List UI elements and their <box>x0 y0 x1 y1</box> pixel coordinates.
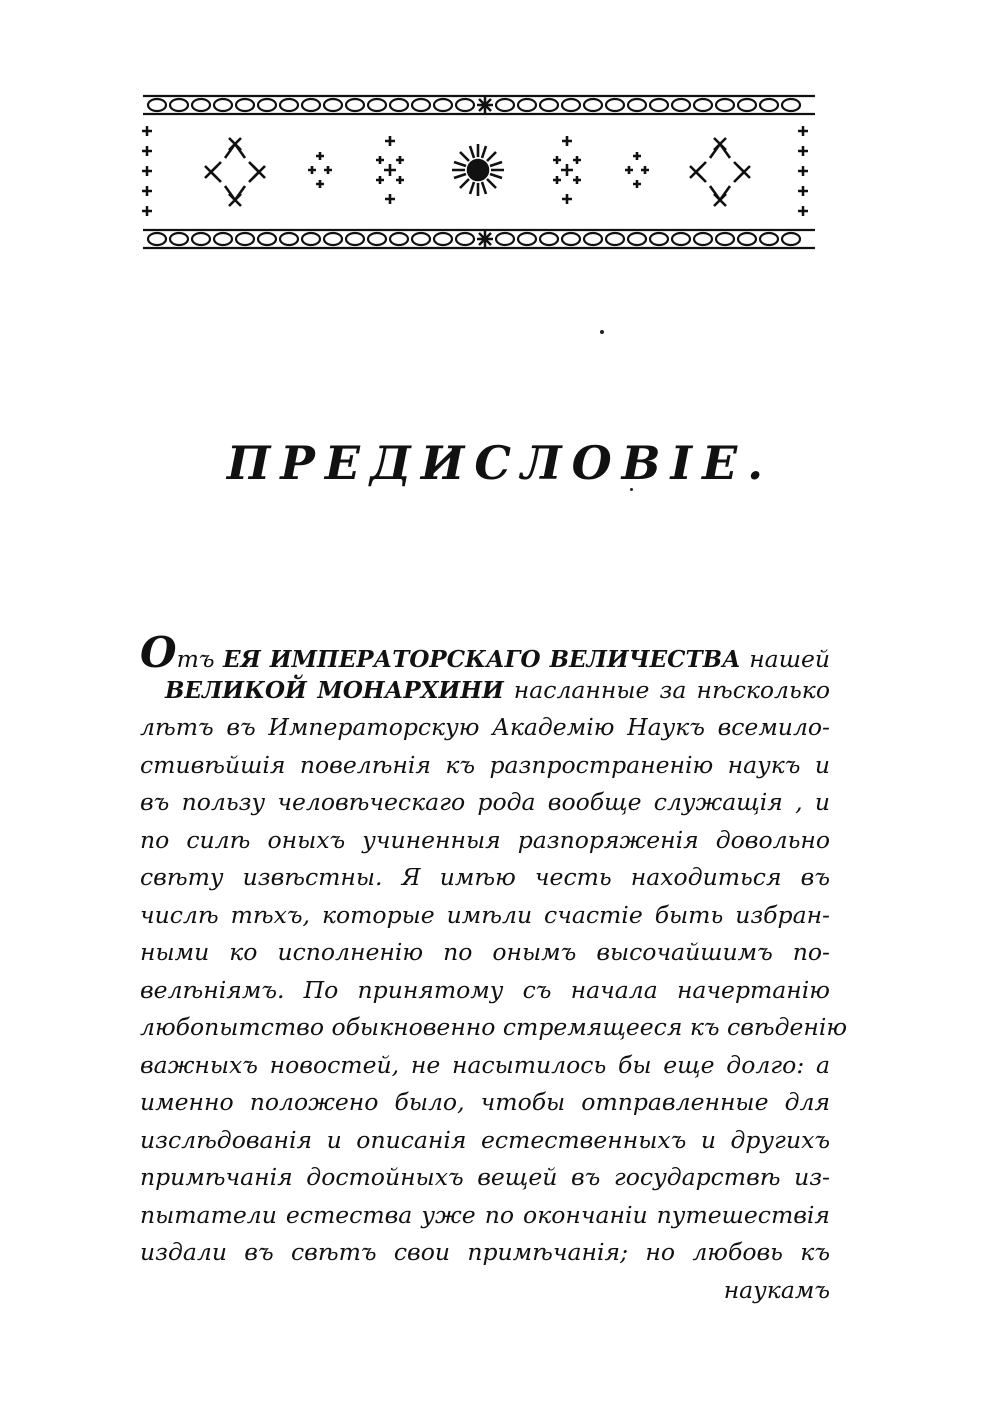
text-line: свѣту извѣстны. Я имѣю честь находиться въ <box>140 863 830 891</box>
decorative-headpiece-icon <box>135 92 820 252</box>
emphasis-caps: ЕЯ ИМПЕРАТОРСКАГО ВЕЛИЧЕСТВА <box>223 646 741 673</box>
ink-speck <box>600 330 604 334</box>
ornament-motifs <box>205 136 750 206</box>
text-line: пытатели естества уже по окончанiи путешествiя <box>140 1200 830 1229</box>
text-line: въ пользу человѣческаго рода вообще служащiя , и <box>140 788 830 816</box>
bottom-chain-border <box>143 230 815 248</box>
text-line: стивѣйшiя повелѣнiя къ разпространенiю наукъ и <box>140 750 830 779</box>
text-line: числѣ тѣхъ, которые имѣли счастiе быть избран- <box>140 900 830 929</box>
text-line: ВЕЛИКОЙ МОНАРХИНИ насланные за нѣсколько <box>165 675 830 704</box>
drop-cap: О <box>140 628 177 677</box>
text-line: важныхъ новостей, не насытилось бы еще долго: а <box>140 1050 830 1079</box>
text-line: изслѣдованiя и описанiя естественныхъ и другихъ <box>140 1125 830 1154</box>
text-line: ными ко исполненiю по онымъ высочайшимъ по- <box>140 938 830 966</box>
text-line: по силѣ оныхъ учиненныя разпоряженiя довольно <box>140 825 830 854</box>
preface-body <box>140 628 848 1309</box>
text-line: лѣтъ въ Императорскую Академiю Наукъ всемило- <box>140 713 830 741</box>
emphasis-caps: ВЕЛИКОЙ МОНАРХИНИ <box>165 676 504 704</box>
text-line: издали въ свѣтъ свои примѣчанiя; но любовь къ <box>140 1238 830 1266</box>
text-line: примѣчанiя достойныхъ вещей въ государствѣ из- <box>140 1163 830 1191</box>
page-title: ПРЕДИСЛОВIЕ. <box>226 435 774 490</box>
catchword: наукамъ <box>723 1275 830 1304</box>
text-line: велѣнiямъ. По принятому съ начала начертанiю <box>140 975 830 1004</box>
top-chain-border <box>143 96 815 114</box>
text-line: любопытство обыкновенно стремящееся къ свѣденiю <box>140 1013 848 1041</box>
text-line: именно положено было, чтобы отправленные для <box>140 1088 830 1116</box>
text-line: Отъ ЕЯ ИМПЕРАТОРСКАГО ВЕЛИЧЕСТВА нашей <box>140 628 830 677</box>
